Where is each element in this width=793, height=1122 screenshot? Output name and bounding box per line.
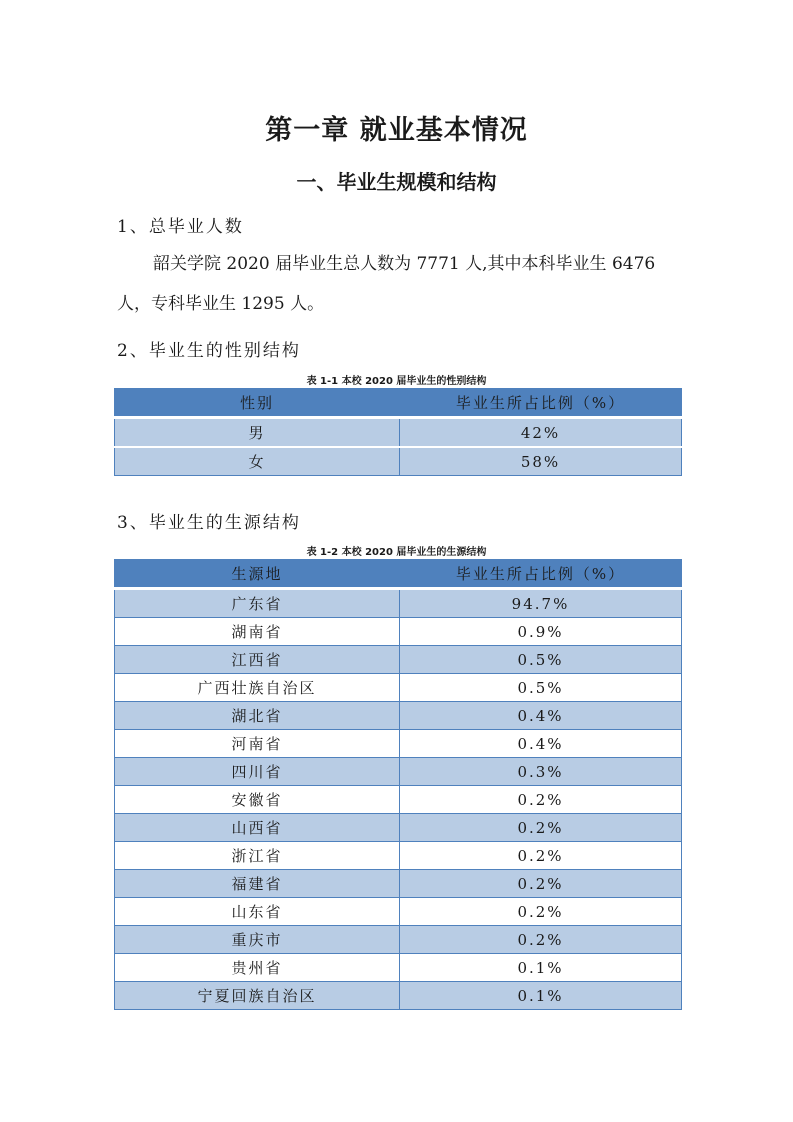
row-value: 0.5% — [400, 646, 682, 674]
row-label: 浙江省 — [115, 842, 400, 870]
subsection-origin-heading: 3、毕业生的生源结构 — [117, 513, 301, 533]
row-value: 0.2% — [400, 926, 682, 954]
table-row — [115, 870, 682, 898]
row-value: 0.2% — [400, 842, 682, 870]
table-row — [115, 982, 682, 1010]
table-header-row — [115, 560, 682, 589]
origin-table — [114, 559, 682, 1010]
row-label: 安徽省 — [115, 786, 400, 814]
table-gender-caption: 表 1-1 本校 2020 届毕业生的性别结构 — [306, 376, 487, 387]
table-row — [115, 589, 682, 618]
row-value: 0.4% — [400, 702, 682, 730]
row-value: 0.4% — [400, 730, 682, 758]
table-row — [115, 926, 682, 954]
chapter-title: 第一章 就业基本情况 — [265, 115, 528, 146]
row-value: 0.1% — [400, 982, 682, 1010]
row-label: 江西省 — [115, 646, 400, 674]
row-value: 0.1% — [400, 954, 682, 982]
row-label: 河南省 — [115, 730, 400, 758]
table-row — [115, 618, 682, 646]
row-label: 山东省 — [115, 898, 400, 926]
row-label: 福建省 — [115, 870, 400, 898]
row-value: 0.3% — [400, 758, 682, 786]
header-ratio: 毕业生所占比例（%） — [400, 389, 682, 418]
row-label: 湖南省 — [115, 618, 400, 646]
row-label: 四川省 — [115, 758, 400, 786]
header-gender: 性别 — [115, 389, 400, 418]
paragraph-line-1: 韶关学院 2020 届毕业生总人数为 7771 人,其中本科毕业生 6476 — [153, 254, 656, 274]
row-value: 0.2% — [400, 786, 682, 814]
table-row — [115, 954, 682, 982]
row-value: 0.2% — [400, 898, 682, 926]
table-row — [115, 730, 682, 758]
row-value: 58% — [400, 447, 682, 476]
row-value: 0.9% — [400, 618, 682, 646]
row-label: 女 — [115, 447, 400, 476]
row-value: 0.5% — [400, 674, 682, 702]
row-label: 男 — [115, 418, 400, 448]
row-value: 42% — [400, 418, 682, 448]
row-label: 重庆市 — [115, 926, 400, 954]
table-row — [115, 702, 682, 730]
gender-table — [114, 388, 682, 476]
row-label: 广西壮族自治区 — [115, 674, 400, 702]
row-value: 0.2% — [400, 814, 682, 842]
table-origin-caption: 表 1-2 本校 2020 届毕业生的生源结构 — [306, 547, 487, 558]
table-header-row — [115, 389, 682, 418]
table-row — [115, 646, 682, 674]
subsection-total-heading: 1、总毕业人数 — [117, 217, 244, 237]
row-label: 湖北省 — [115, 702, 400, 730]
table-row — [115, 674, 682, 702]
table-row — [115, 418, 682, 448]
row-label: 广东省 — [115, 589, 400, 618]
table-row — [115, 758, 682, 786]
paragraph-line-2: 人，专科毕业生 1295 人。 — [117, 294, 325, 314]
header-ratio: 毕业生所占比例（%） — [400, 560, 682, 589]
row-value: 0.2% — [400, 870, 682, 898]
table-row — [115, 898, 682, 926]
section-title: 一、毕业生规模和结构 — [296, 170, 497, 194]
subsection-gender-heading: 2、毕业生的性别结构 — [117, 341, 301, 361]
header-origin: 生源地 — [115, 560, 400, 589]
table-row — [115, 814, 682, 842]
table-row — [115, 447, 682, 476]
row-value: 94.7% — [400, 589, 682, 618]
row-label: 贵州省 — [115, 954, 400, 982]
table-row — [115, 786, 682, 814]
table-row — [115, 842, 682, 870]
total-graduates-paragraph — [117, 244, 677, 324]
row-label: 宁夏回族自治区 — [115, 982, 400, 1010]
row-label: 山西省 — [115, 814, 400, 842]
